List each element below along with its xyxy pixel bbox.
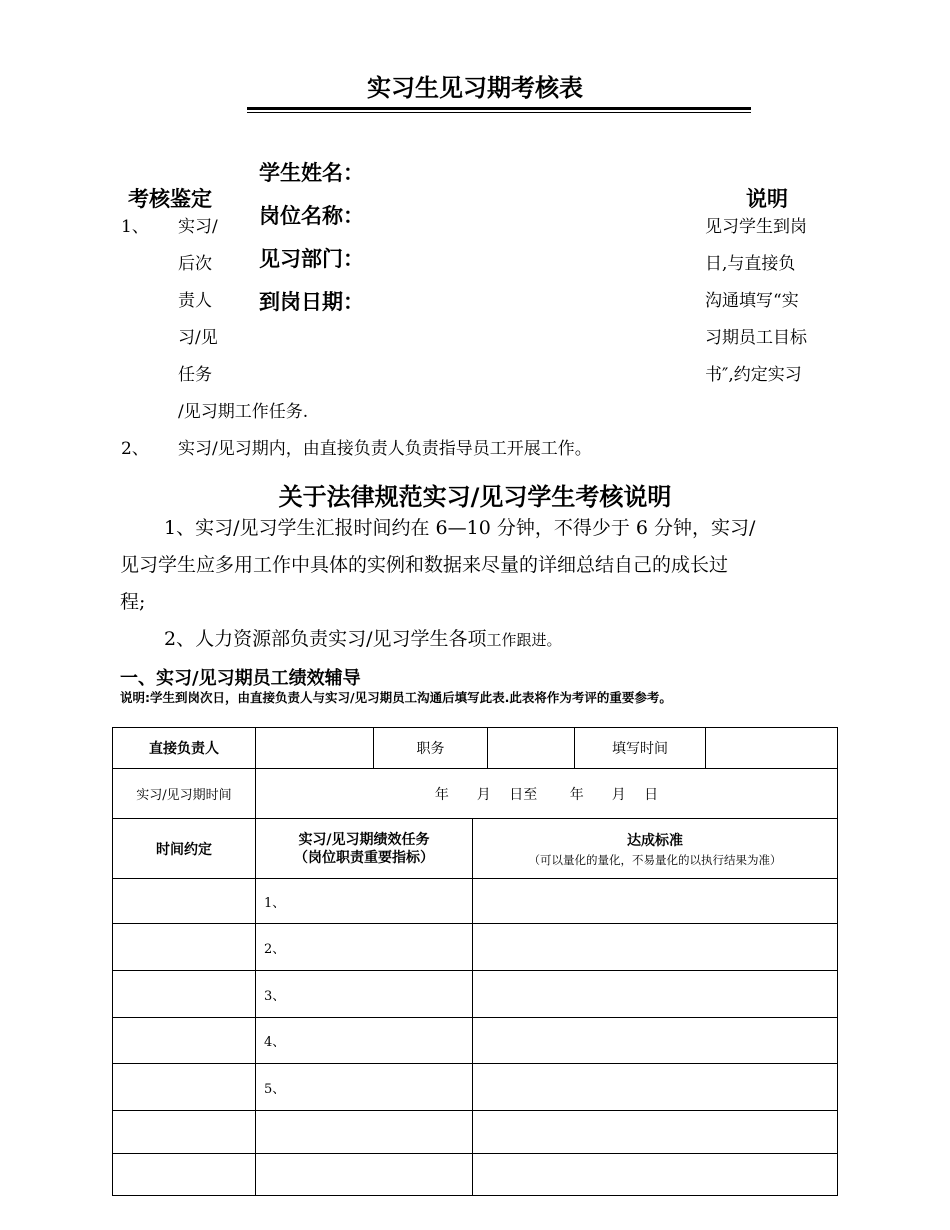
time-cell[interactable]: [113, 971, 256, 1018]
section-note: 说明:学生到岗次日，由直接负责人与实习/见习期员工沟通后填写此表.此表将作为考评的重要参考。: [120, 690, 672, 705]
document-title: 实习生见习期考核表: [367, 74, 583, 102]
task-cell[interactable]: 4、: [256, 1018, 473, 1064]
explanation-line: 见习学生到岗: [705, 217, 807, 237]
title-underline-thin: [247, 112, 751, 113]
standard-cell[interactable]: [473, 1018, 838, 1064]
task-table: [112, 818, 838, 1196]
item1-line: 后次: [178, 254, 212, 274]
time-cell[interactable]: [113, 924, 256, 971]
task-cell[interactable]: 5、: [256, 1064, 473, 1111]
task-cell[interactable]: 2、: [256, 924, 473, 971]
standard-cell[interactable]: [473, 879, 838, 924]
law-paragraph-2-small: 工作跟进。: [486, 631, 562, 649]
position-value[interactable]: [488, 728, 575, 769]
table-row: [113, 924, 838, 971]
task-cell[interactable]: 1、: [256, 879, 473, 924]
col-task-header-line2: （岗位职责重要指标）: [294, 849, 434, 866]
standard-cell[interactable]: [473, 1064, 838, 1111]
law-paragraph-1-line-2: 见习学生应多用工作中具体的实例和数据来尽量的详细总结自己的成长过: [120, 554, 729, 576]
table-row: [113, 879, 838, 924]
law-paragraph-2-main: 2、人力资源部负责实习/见习学生各项: [164, 628, 487, 650]
col-task-header: [256, 819, 473, 879]
item2-number: 2、: [121, 439, 149, 459]
performance-coaching-table: [112, 727, 838, 819]
col-standard-header: [473, 819, 838, 879]
law-paragraph-1-line-3: 程;: [120, 591, 146, 613]
task-cell[interactable]: [256, 1154, 473, 1196]
fill-time-label: 填写时间: [575, 728, 706, 769]
direct-supervisor-label: 直接负责人: [113, 728, 256, 769]
law-heading: 关于法律规范实习/见习学生考核说明: [278, 483, 672, 511]
law-paragraph-1-line-1: 1、实习/见习学生汇报时间约在 6—10 分钟，不得少于 6 分钟，实习/: [164, 517, 756, 539]
time-cell[interactable]: [113, 1064, 256, 1111]
field-department: 见习部门：: [259, 247, 364, 271]
item1-line: 责人: [178, 291, 212, 311]
explanation-line: 日,与直接负: [705, 254, 796, 274]
col-standard-title: 达成标准: [627, 832, 683, 849]
law-paragraph-2: [164, 624, 562, 651]
time-cell[interactable]: [113, 1018, 256, 1064]
table-row: [113, 971, 838, 1018]
assessment-heading: 考核鉴定: [128, 187, 212, 211]
explanation-line: 书″,约定实习: [705, 365, 802, 385]
table-row: [113, 1064, 838, 1111]
time-cell[interactable]: [113, 879, 256, 924]
task-cell[interactable]: 3、: [256, 971, 473, 1018]
explanation-line: 习期员工目标: [705, 328, 807, 348]
table-row: [113, 1111, 838, 1154]
direct-supervisor-value[interactable]: [256, 728, 374, 769]
item1-line: 实习/: [178, 217, 218, 237]
item1-line: 习/见: [178, 328, 218, 348]
standard-cell[interactable]: [473, 1154, 838, 1196]
explanation-heading: 说明: [746, 187, 788, 211]
table-row: [113, 1154, 838, 1196]
task-table-header-row: [113, 819, 838, 879]
field-arrival-date: 到岗日期：: [259, 290, 364, 314]
time-cell[interactable]: [113, 1111, 256, 1154]
period-label: 实习/见习期时间: [113, 769, 256, 819]
col-time-header: 时间约定: [113, 819, 256, 879]
standard-cell[interactable]: [473, 1111, 838, 1154]
standard-cell[interactable]: [473, 924, 838, 971]
period-value[interactable]: 年 月 日至 年 月 日: [256, 769, 838, 819]
table-row: [113, 728, 838, 769]
table-row: [113, 1018, 838, 1064]
item2-text: 实习/见习期内，由直接负责人负责指导员工开展工作。: [178, 439, 592, 459]
item1-tail: /见习期工作任务.: [178, 402, 309, 422]
time-cell[interactable]: [113, 1154, 256, 1196]
section-heading: 一、实习/见习期员工绩效辅导: [120, 668, 361, 689]
position-label: 职务: [374, 728, 488, 769]
title-underline-thick: [247, 107, 751, 110]
fill-time-value[interactable]: [706, 728, 838, 769]
standard-cell[interactable]: [473, 971, 838, 1018]
col-task-header-line1: 实习/见习期绩效任务: [298, 831, 430, 848]
table-row: [113, 769, 838, 819]
field-position-name: 岗位名称：: [259, 204, 364, 228]
item1-line: 任务: [178, 365, 212, 385]
item1-number: 1、: [121, 217, 149, 237]
task-cell[interactable]: [256, 1111, 473, 1154]
explanation-line: 沟通填写“实: [705, 291, 799, 311]
col-standard-note: （可以量化的量化，不易量化的以执行结果为准）: [528, 852, 782, 867]
field-student-name: 学生姓名：: [259, 161, 364, 185]
